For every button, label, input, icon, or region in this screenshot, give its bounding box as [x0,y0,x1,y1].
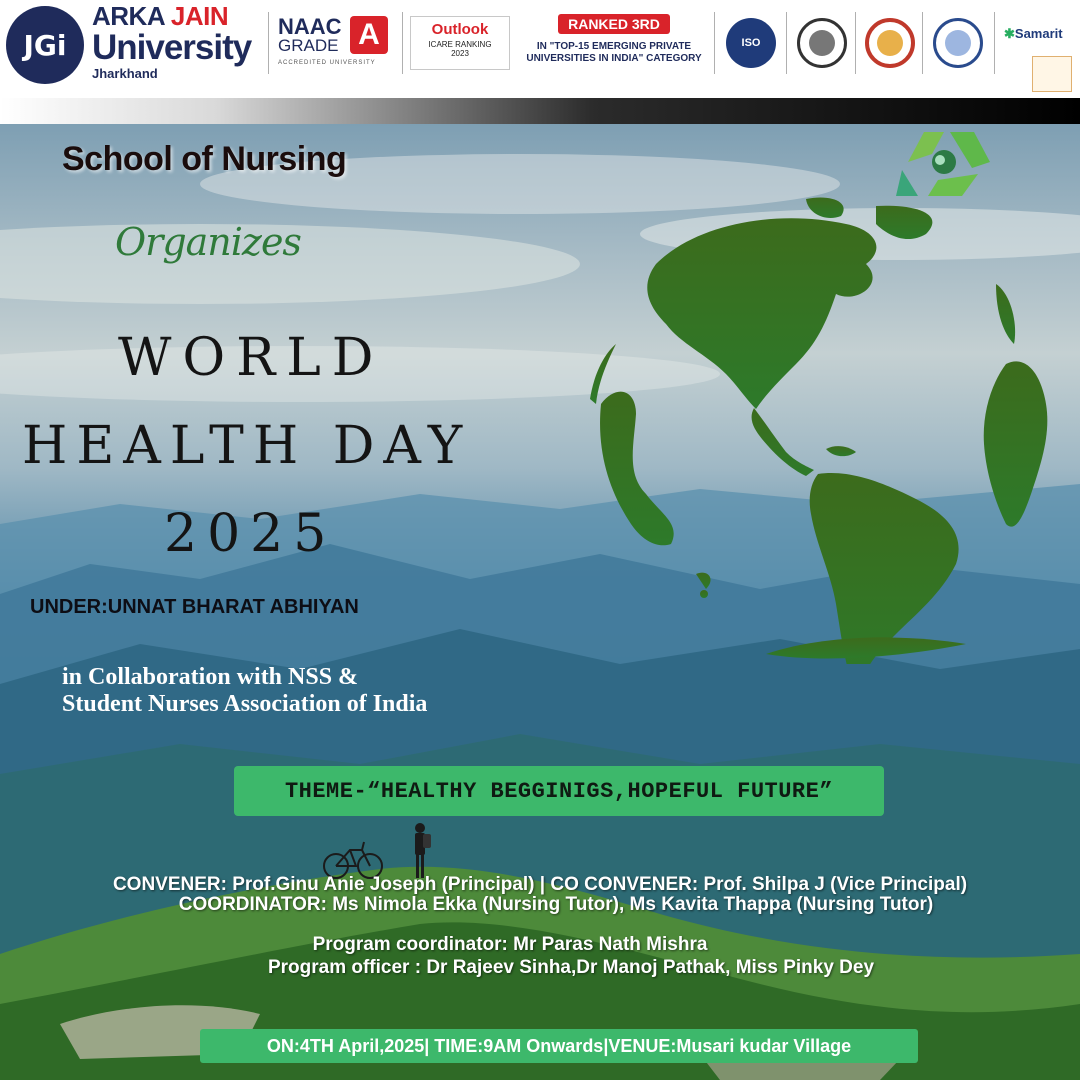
iso-label: ISO [741,37,761,49]
collaboration-text [62,664,427,718]
header-divider [268,12,269,74]
outlook-line1: ICARE RANKING [428,40,492,49]
outlook-ranking-badge [410,16,510,70]
event-title-line1: WORLD [118,328,385,388]
outlook-title: Outlook [431,21,489,38]
school-name: School of Nursing [62,140,347,178]
header-divider [402,12,403,74]
naac-badge-icon [276,12,394,74]
header-divider [922,12,923,74]
hiker-with-bicycle-icon [322,820,442,882]
poster [0,124,1080,1080]
event-details-banner [200,1029,918,1063]
collaboration-line2: Student Nurses Association of India [62,691,428,717]
university-name-jain: JAIN [170,1,229,31]
govt-seal-icon [865,18,915,68]
naac-caption: ACCREDITED UNIVERSITY [278,60,376,66]
ranking-caption: IN "TOP-15 EMERGING PRIVATE UNIVERSITIES IN INDIA" CATEGORY [526,41,702,64]
theme-banner [234,766,884,816]
iso-seal-icon [726,18,776,68]
naac-title: NAAC [278,14,342,39]
ugc-seal-icon [797,18,847,68]
event-details-text: ON:4TH April,2025| TIME:9AM Onwards|VENUE:Musari kudar Village [266,1035,852,1056]
under-scheme: UNDER:UNNAT BHARAT ABHIYAN [30,596,359,618]
naac-grade-label: GRADE [278,36,339,55]
samarth-logo-icon: ✱Samarit [1004,26,1063,41]
aicte-seal-icon [933,18,983,68]
header-bar [0,0,1080,98]
program-coordinator-line: Program coordinator: Mr Paras Nath Mishra [312,934,708,955]
header-divider [994,12,995,74]
university-name-line2: University [92,28,252,67]
header-divider [714,12,715,74]
university-name-arka: ARKA [92,1,171,31]
event-title-line2: HEALTH DAY [22,416,472,476]
university-name [92,2,264,82]
header-divider [786,12,787,74]
header-divider [855,12,856,74]
university-logo-icon: JGi [6,6,84,84]
event-title-year: 2025 [164,504,337,564]
coordinator-line: COORDINATOR: Ms Nimola Ekka (Nursing Tutor), Ms Kavita Thappa (Nursing Tutor) [178,894,934,915]
outlook-line2: 2023 [451,49,469,58]
ranking-badge [520,14,708,74]
header-shadow [0,98,1080,124]
university-location: Jharkhand [92,66,158,81]
recycle-icon [888,124,998,200]
program-officer-line: Program officer : Dr Rajeev Sinha,Dr Manoj Pathak, Miss Pinky Dey [267,957,875,978]
naac-grade: A [350,16,388,54]
collaboration-line1: in Collaboration with NSS & [62,664,359,690]
globe-icon [586,194,1066,664]
ranking-pill: RANKED 3RD [558,14,670,34]
convener-line: CONVENER: Prof.Ginu Anie Joseph (Principal) | CO CONVENER: Prof. Shilpa J (Vice Principal) [112,874,968,895]
theme-text: THEME-“HEALTHY BEGGINIGS,HOPEFUL FUTURE” [284,778,834,804]
samarth-label: Samarit [1014,26,1063,41]
organizes-label: Organizes [115,220,301,264]
university-name-line1 [92,2,264,30]
unnat-bharat-icon [1032,56,1072,92]
